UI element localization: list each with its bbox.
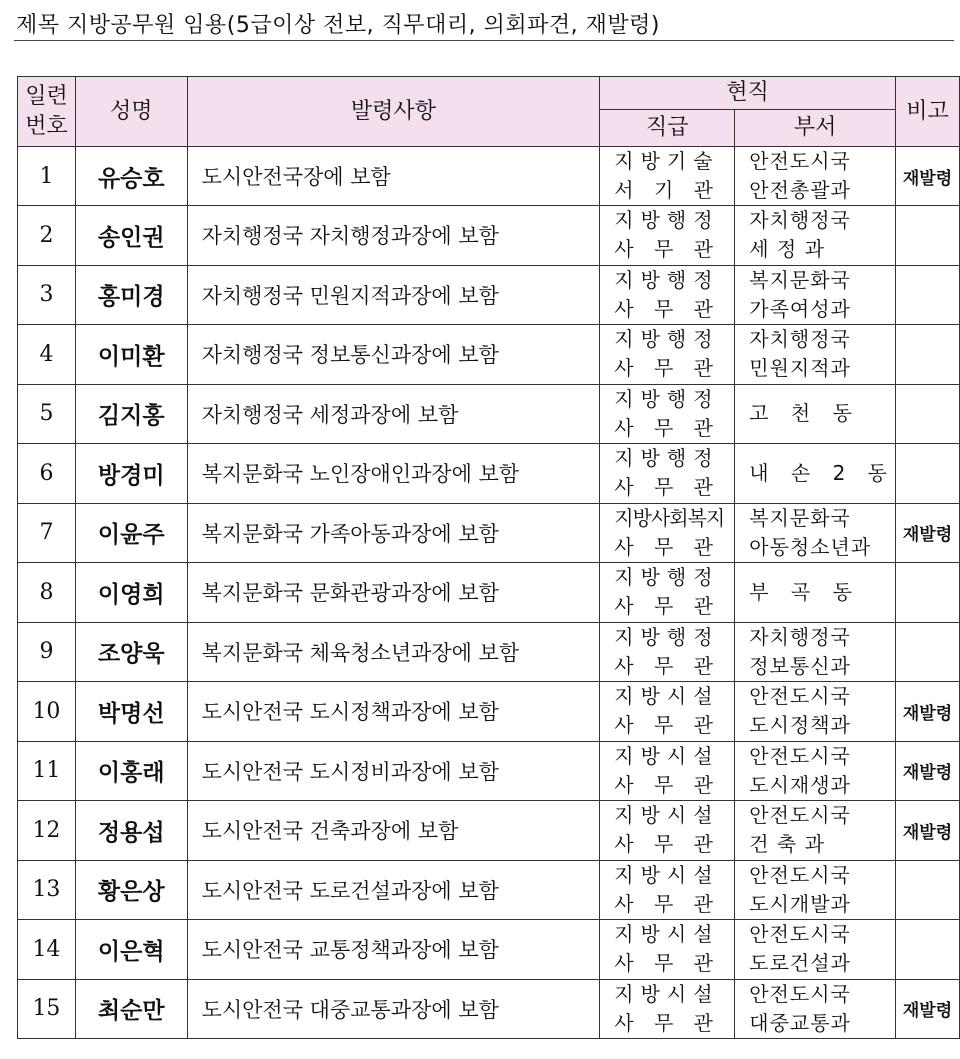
row-order: 자치행정국 세정과장에 보함 — [187, 384, 600, 444]
grade-line: 사 무 관 — [614, 653, 720, 678]
row-order: 자치행정국 정보통신과장에 보함 — [187, 325, 600, 385]
row-number: 13 — [18, 860, 76, 920]
row-dept — [735, 801, 896, 861]
grade-line: 사 무 관 — [614, 951, 720, 976]
row-name: 이영희 — [75, 563, 187, 623]
dept-line: 자치행정국 — [749, 208, 851, 233]
table-row — [18, 860, 960, 920]
table-row — [18, 444, 960, 504]
grade-line: 지방사회복지 — [614, 505, 725, 530]
row-dept — [735, 741, 896, 801]
row-dept — [735, 325, 896, 385]
dept-line: 도로건설과 — [749, 951, 851, 976]
grade-line: 사 무 관 — [614, 237, 720, 262]
row-order: 도시안전국 대중교통과장에 보함 — [187, 979, 600, 1039]
row-grade — [600, 920, 735, 980]
row-remark: 재발령 — [896, 979, 960, 1039]
row-remark: 재발령 — [896, 801, 960, 861]
row-grade — [600, 741, 735, 801]
row-order: 도시안전국 도로건설과장에 보함 — [187, 860, 600, 920]
row-grade — [600, 325, 735, 385]
dept-line: 복지문화국 — [749, 505, 851, 530]
dept-line: 도시재생과 — [749, 772, 851, 797]
grade-line: 사 무 관 — [614, 534, 720, 559]
header-order: 발령사항 — [187, 77, 600, 147]
grade-line: 지방행정 — [614, 446, 720, 471]
grade-line: 사 무 관 — [614, 772, 720, 797]
row-dept — [735, 682, 896, 742]
dept-line: 안전도시국 — [749, 743, 851, 768]
dept-line: 내 손 2 동 — [749, 460, 896, 485]
row-name: 이미환 — [75, 325, 187, 385]
row-dept — [735, 860, 896, 920]
table-row — [18, 503, 960, 563]
table-row — [18, 682, 960, 742]
row-name: 이홍래 — [75, 741, 187, 801]
row-number: 9 — [18, 622, 76, 682]
row-grade — [600, 860, 735, 920]
row-name: 이윤주 — [75, 503, 187, 563]
header-grade: 직급 — [600, 110, 735, 147]
grade-line: 지방기술 — [614, 149, 720, 173]
row-number: 5 — [18, 384, 76, 444]
grade-line: 사 무 관 — [614, 475, 720, 500]
row-dept — [735, 563, 896, 623]
dept-line: 자치행정국 — [749, 327, 851, 352]
grade-line: 지방행정 — [614, 624, 720, 649]
row-order: 도시안전국 건축과장에 보함 — [187, 801, 600, 861]
row-dept — [735, 206, 896, 266]
dept-line: 안전도시국 — [749, 803, 851, 828]
row-number: 14 — [18, 920, 76, 980]
header-seq-line1: 일련 — [25, 83, 68, 109]
row-number: 3 — [18, 265, 76, 325]
row-remark: 재발령 — [896, 503, 960, 563]
row-remark — [896, 325, 960, 385]
grade-line: 지방시설 — [614, 743, 720, 768]
row-number: 7 — [18, 503, 76, 563]
dept-line: 안전총괄과 — [749, 178, 851, 202]
row-order: 자치행정국 자치행정과장에 보함 — [187, 206, 600, 266]
dept-line: 도시정책과 — [749, 713, 851, 738]
row-remark — [896, 384, 960, 444]
row-grade — [600, 979, 735, 1039]
row-grade — [600, 147, 735, 206]
row-name: 박명선 — [75, 682, 187, 742]
grade-line: 서 기 관 — [614, 178, 720, 202]
row-order: 도시안전국 도시정책과장에 보함 — [187, 682, 600, 742]
dept-line: 안전도시국 — [749, 149, 851, 173]
grade-line: 지방시설 — [614, 684, 720, 709]
row-grade — [600, 682, 735, 742]
row-grade — [600, 622, 735, 682]
table-row — [18, 741, 960, 801]
row-number: 8 — [18, 563, 76, 623]
row-dept — [735, 384, 896, 444]
row-order: 도시안전국 도시정비과장에 보함 — [187, 741, 600, 801]
row-grade — [600, 206, 735, 266]
row-name: 유승호 — [75, 147, 187, 206]
row-dept — [735, 265, 896, 325]
table-row — [18, 920, 960, 980]
grade-line: 사 무 관 — [614, 713, 720, 738]
grade-line: 사 무 관 — [614, 1010, 720, 1035]
table-row — [18, 147, 960, 206]
dept-line: 건 축 과 — [749, 832, 825, 857]
grade-line: 지방행정 — [614, 267, 720, 292]
grade-line: 지방시설 — [614, 803, 720, 828]
grade-line: 지방행정 — [614, 565, 720, 590]
dept-line: 도시개발과 — [749, 891, 851, 916]
dept-line: 부 곡 동 — [749, 579, 860, 604]
dept-line: 자치행정국 — [749, 624, 851, 649]
row-dept — [735, 622, 896, 682]
appointment-table — [17, 76, 960, 1039]
row-number: 2 — [18, 206, 76, 266]
row-order: 복지문화국 체육청소년과장에 보함 — [187, 622, 600, 682]
grade-line: 사 무 관 — [614, 832, 720, 857]
document-title: 제목 지방공무원 임용(5급이상 전보, 직무대리, 의회파견, 재발령) — [16, 13, 660, 38]
row-grade — [600, 503, 735, 563]
row-remark — [896, 265, 960, 325]
title-divider — [14, 40, 954, 41]
header-current: 현직 — [600, 77, 896, 110]
grade-line: 지방행정 — [614, 208, 720, 233]
row-number: 12 — [18, 801, 76, 861]
grade-line: 사 무 관 — [614, 296, 720, 321]
row-name: 최순만 — [75, 979, 187, 1039]
table-row — [18, 384, 960, 444]
grade-line: 사 무 관 — [614, 415, 720, 440]
dept-line: 아동청소년과 — [749, 534, 872, 559]
row-dept — [735, 444, 896, 504]
grade-line: 사 무 관 — [614, 356, 720, 381]
dept-line: 정보통신과 — [749, 653, 851, 678]
dept-line: 민원지적과 — [749, 356, 851, 381]
row-name: 황은상 — [75, 860, 187, 920]
row-order: 자치행정국 민원지적과장에 보함 — [187, 265, 600, 325]
grade-line: 지방시설 — [614, 862, 720, 887]
row-number: 6 — [18, 444, 76, 504]
row-remark: 재발령 — [896, 741, 960, 801]
dept-line: 세 정 과 — [749, 237, 825, 262]
row-remark — [896, 920, 960, 980]
table-row — [18, 622, 960, 682]
dept-line: 고 천 동 — [749, 401, 860, 426]
table-row — [18, 265, 960, 325]
row-dept — [735, 147, 896, 206]
header-dept: 부서 — [735, 110, 896, 147]
dept-line: 안전도시국 — [749, 862, 851, 887]
row-grade — [600, 563, 735, 623]
row-name: 정용섭 — [75, 801, 187, 861]
row-remark — [896, 563, 960, 623]
table-header — [18, 77, 960, 147]
row-remark: 재발령 — [896, 682, 960, 742]
dept-line: 안전도시국 — [749, 684, 851, 709]
row-dept — [735, 503, 896, 563]
table-row — [18, 979, 960, 1039]
row-number: 10 — [18, 682, 76, 742]
row-grade — [600, 801, 735, 861]
header-name: 성명 — [75, 77, 187, 147]
grade-line: 지방행정 — [614, 386, 720, 411]
table-row — [18, 206, 960, 266]
dept-line: 안전도시국 — [749, 981, 851, 1006]
row-name: 방경미 — [75, 444, 187, 504]
dept-line: 대중교통과 — [749, 1010, 851, 1035]
header-remark: 비고 — [896, 77, 960, 147]
table-row — [18, 563, 960, 623]
row-name: 송인권 — [75, 206, 187, 266]
header-seq-line2: 번호 — [25, 113, 68, 139]
row-order: 복지문화국 문화관광과장에 보함 — [187, 563, 600, 623]
row-grade — [600, 384, 735, 444]
row-number: 1 — [18, 147, 76, 206]
dept-line: 복지문화국 — [749, 267, 851, 292]
row-dept — [735, 979, 896, 1039]
table-body — [18, 147, 960, 1039]
row-dept — [735, 920, 896, 980]
table-row — [18, 325, 960, 385]
row-remark — [896, 444, 960, 504]
row-name: 김지홍 — [75, 384, 187, 444]
row-remark — [896, 622, 960, 682]
grade-line: 사 무 관 — [614, 594, 720, 619]
row-number: 4 — [18, 325, 76, 385]
row-order: 도시안전국장에 보함 — [187, 147, 600, 206]
grade-line: 사 무 관 — [614, 891, 720, 916]
row-grade — [600, 265, 735, 325]
row-remark — [896, 206, 960, 266]
grade-line: 지방시설 — [614, 981, 720, 1006]
row-name: 조양욱 — [75, 622, 187, 682]
row-number: 11 — [18, 741, 76, 801]
row-number: 15 — [18, 979, 76, 1039]
table-row — [18, 801, 960, 861]
grade-line: 지방시설 — [614, 922, 720, 947]
header-seq — [18, 77, 76, 147]
dept-line: 안전도시국 — [749, 922, 851, 947]
row-name: 이은혁 — [75, 920, 187, 980]
row-order: 복지문화국 노인장애인과장에 보함 — [187, 444, 600, 504]
dept-line: 가족여성과 — [749, 296, 851, 321]
row-remark: 재발령 — [896, 147, 960, 206]
row-grade — [600, 444, 735, 504]
row-name: 홍미경 — [75, 265, 187, 325]
row-order: 복지문화국 가족아동과장에 보함 — [187, 503, 600, 563]
row-remark — [896, 860, 960, 920]
row-order: 도시안전국 교통정책과장에 보함 — [187, 920, 600, 980]
grade-line: 지방행정 — [614, 327, 720, 352]
